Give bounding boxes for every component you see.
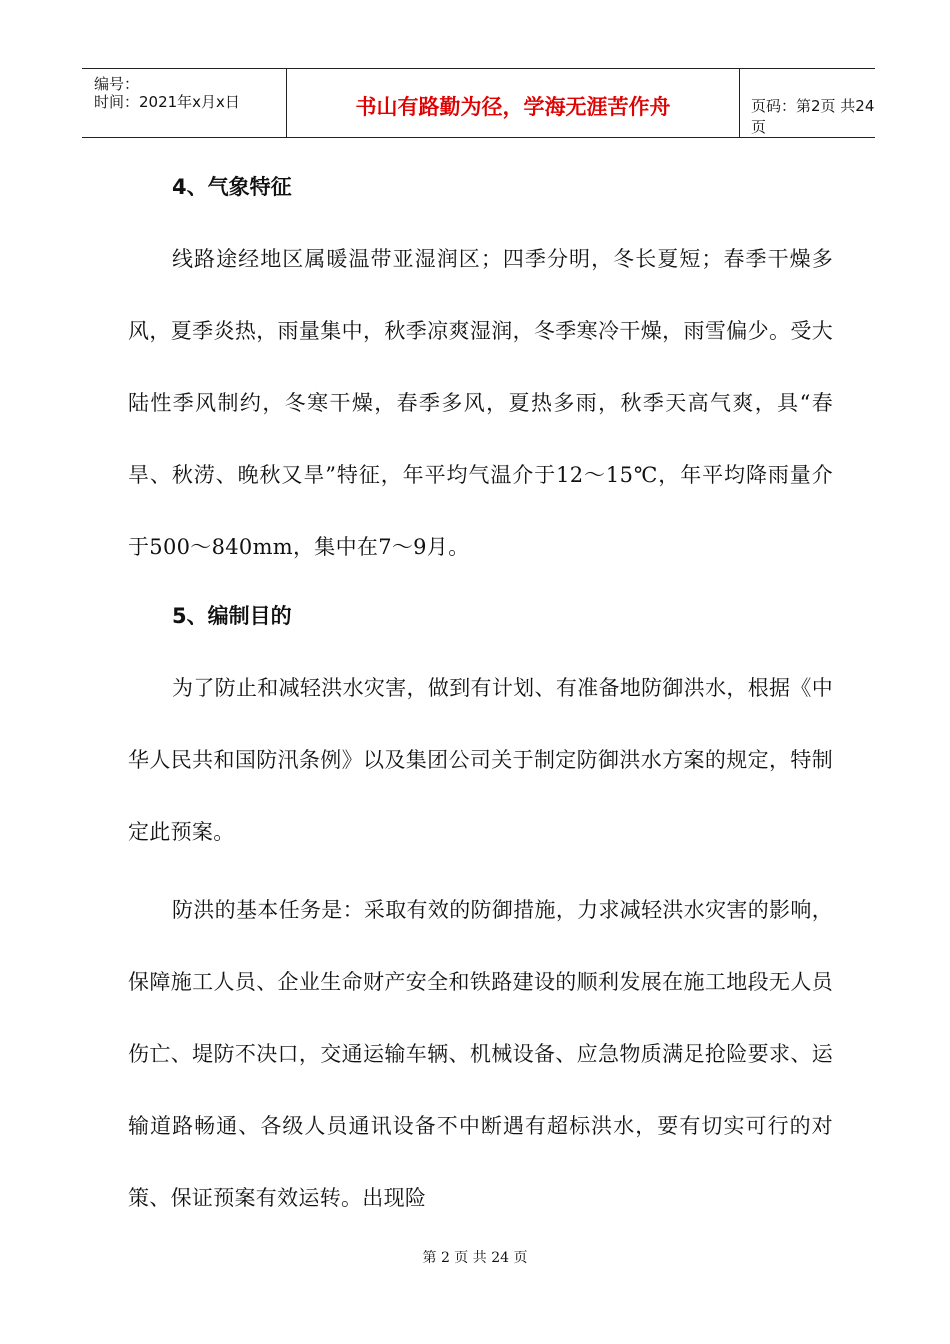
header-page-cell	[741, 69, 875, 137]
section-heading: 5、编制目的	[172, 604, 292, 628]
document-number-label: 编号：	[94, 75, 140, 93]
document-header	[82, 68, 875, 138]
header-meta-cell	[82, 69, 287, 137]
document-date: 时间：2021年x月x日	[94, 93, 240, 111]
section-heading: 4、气象特征	[172, 175, 292, 199]
header-motto-cell	[287, 69, 740, 137]
paragraph: 为了防止和减轻洪水灾害，做到有计划、有准备地防御洪水，根据《中华人民共和国防汛条例》以及集团公司关于制定防御洪水方案的规定，特制定此预案。	[128, 676, 833, 844]
header-motto: 书山有路勤为径，学海无涯苦作舟	[355, 95, 671, 119]
header-page-info: 页码：第2页 共24页	[751, 97, 875, 136]
paragraph: 防洪的基本任务是：采取有效的防御措施，力求减轻洪水灾害的影响，保障施工人员、企业生命财产安全和铁路建设的顺利发展在施工地段无人员伤亡、堤防不决口，交通运输车辆、机械设备、应急物质满足抢险要求、运输道路畅通、各级人员通讯设备不中断遇有超标洪水，要有切实可行的对策、保证预案有效运转。出现险	[128, 898, 833, 1210]
paragraph: 线路途经地区属暖温带亚湿润区；四季分明，冬长夏短；春季干燥多风，夏季炎热，雨量集中，秋季凉爽湿润，冬季寒冷干燥，雨雪偏少。受大陆性季风制约，冬寒干燥，春季多风，夏热多雨，秋季天高气爽，具“春旱、秋涝、晚秋又旱”特征，年平均气温介于12～15℃，年平均降雨量介于500～840mm，集中在7～9月。	[128, 247, 833, 559]
document-body	[128, 160, 833, 1240]
page-footer: 第 2 页 共 24 页	[422, 1250, 528, 1266]
